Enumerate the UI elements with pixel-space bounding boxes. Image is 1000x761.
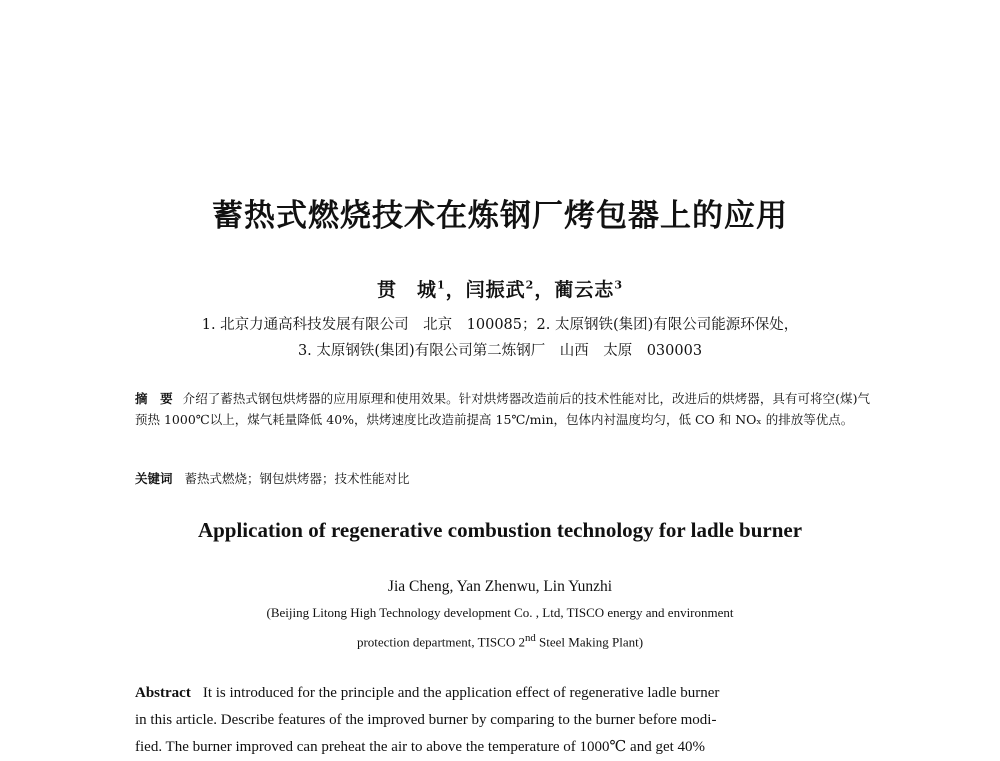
affiliation-mark: 2 bbox=[525, 278, 535, 292]
author-name: 贯 城 bbox=[376, 279, 437, 301]
affiliation-mark: 1 bbox=[436, 278, 446, 292]
ordinal-suffix: nd bbox=[524, 632, 536, 644]
english-abstract-line-3: fied. The burner improved can preheat the air to above the temperature of 1000℃ and get 40% bbox=[135, 739, 706, 755]
affiliation-mark: 3 bbox=[614, 278, 624, 292]
english-abstract-label: Abstract bbox=[135, 685, 191, 701]
english-abstract bbox=[135, 680, 867, 761]
english-authors: Jia Cheng, Yan Zhenwu, Lin Yunzhi bbox=[387, 578, 613, 595]
chinese-affiliation-line-1: 1. 北京力通高科技发展有限公司 北京 100085；2. 太原钢铁(集团)有限公司能源环保处， bbox=[201, 317, 799, 333]
chinese-abstract-text: 介绍了蓄热式钢包烘烤器的应用原理和使用效果。针对烘烤器改造前后的技术性能对比，改进后的烘烤器，具有可将空(煤)气预热 1000℃以上，煤气耗量降低 40%，烘烤速度比改造前提高 15℃/min，包体内衬温度均匀，低 CO 和 NOₓ 的排放等优点。 bbox=[135, 391, 870, 427]
author-name: 蔺云志 bbox=[554, 279, 615, 301]
author-separator: ， bbox=[534, 279, 555, 301]
english-affiliation-line-1: (Beijing Litong High Technology development Co. , Ltd, TISCO energy and environment bbox=[266, 605, 734, 620]
chinese-abstract-label: 摘 要 bbox=[135, 391, 173, 406]
english-abstract-line-2: in this article. Describe features of the improved burner by comparing to the burner before modi- bbox=[135, 712, 717, 728]
chinese-abstract bbox=[135, 388, 870, 430]
english-affiliation-line-2-tail: Steel Making Plant) bbox=[535, 634, 644, 650]
author-name: 闫振武 bbox=[465, 279, 526, 301]
chinese-affiliation-line-2: 3. 太原钢铁(集团)有限公司第二炼钢厂 山西 太原 030003 bbox=[297, 343, 703, 359]
chinese-keywords-label: 关键词 bbox=[135, 471, 173, 486]
english-abstract-text-1: It is introduced for the principle and the application effect of regenerative ladle burner bbox=[202, 685, 720, 701]
english-title: Application of regenerative combustion technology for ladle burner bbox=[197, 518, 803, 542]
english-affiliation-line-2-text: protection department, TISCO 2 bbox=[356, 634, 525, 650]
author-separator: ， bbox=[445, 279, 466, 301]
chinese-authors bbox=[0, 275, 1000, 302]
english-abstract-line-1 bbox=[135, 680, 867, 707]
english-affiliation-line-2 bbox=[0, 632, 1000, 650]
chinese-keywords-text: 蓄热式燃烧；钢包烘烤器；技术性能对比 bbox=[184, 471, 410, 486]
chinese-keywords bbox=[135, 469, 870, 487]
chinese-title: 蓄热式燃烧技术在炼钢厂烤包器上的应用 bbox=[212, 198, 788, 234]
